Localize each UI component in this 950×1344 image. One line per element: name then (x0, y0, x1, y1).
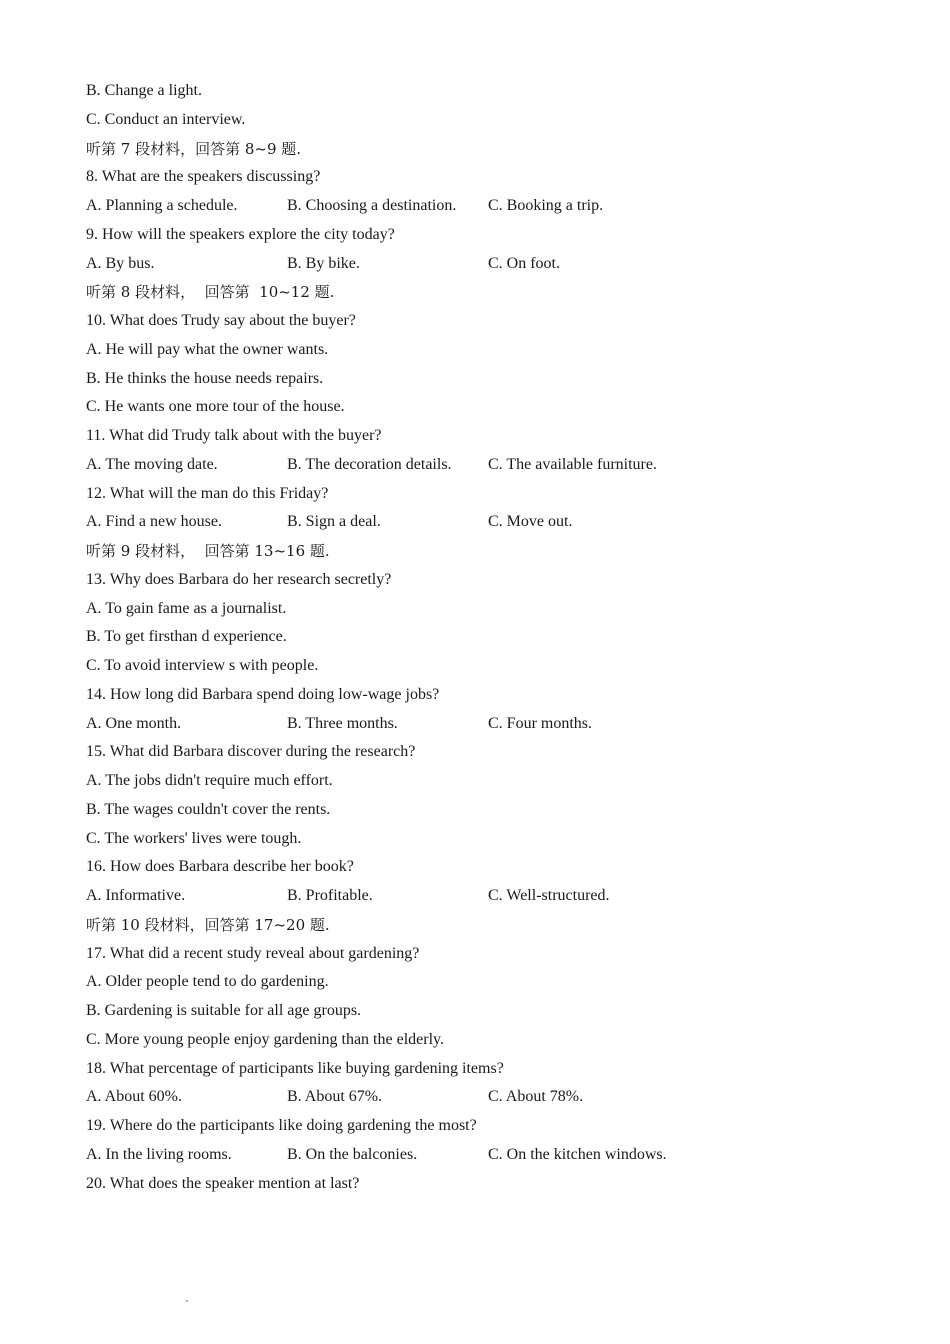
options-row-19 (86, 1141, 886, 1170)
option-text: B. Gardening is suitable for all age groups. (86, 1002, 362, 1019)
option-text: B. The wages couldn't cover the rents. (86, 800, 331, 818)
option-a: A. Informative. (86, 887, 186, 904)
question-20: 20. What does the speaker mention at last? (86, 1174, 360, 1192)
option-b: B. On the balconies. (287, 1145, 418, 1163)
question-8: 8. What are the speakers discussing? (86, 168, 321, 186)
section-heading: 听第 8 段材料， 回答第 10~12 题. (86, 283, 335, 302)
option-c: C. On foot. (488, 254, 560, 272)
option-text: A. The jobs didn't require much effort. (86, 772, 333, 789)
option-a: A. In the living rooms. (86, 1145, 232, 1163)
exam-page (86, 77, 886, 1198)
options-row-14 (86, 710, 886, 739)
option-b: B. The decoration details. (287, 455, 452, 473)
option-a: A. Planning a schedule. (86, 197, 238, 214)
option-a: A. About 60%. (86, 1088, 182, 1106)
section-heading: 听第 9 段材料， 回答第 13~16 题. (86, 542, 330, 560)
question-13: 13. Why does Barbara do her research secretly? (86, 570, 392, 588)
option-a: A. The moving date. (86, 455, 218, 473)
option-c: C. The available furniture. (488, 455, 657, 473)
question-18: 18. What percentage of participants like buying gardening items? (86, 1059, 504, 1077)
question-11: 11. What did Trudy talk about with the buyer? (86, 427, 382, 444)
options-row-8 (86, 192, 886, 221)
option-b: B. By bike. (287, 254, 360, 272)
option-text: A. To gain fame as a journalist. (86, 599, 287, 617)
question-9: 9. How will the speakers explore the city today? (86, 225, 395, 243)
options-row-11 (86, 451, 886, 480)
question-14: 14. How long did Barbara spend doing low-wage jobs? (86, 685, 440, 703)
option-text: A. Older people tend to do gardening. (86, 973, 329, 991)
option-b: B. Sign a deal. (287, 513, 381, 531)
option-text: B. Change a light. (86, 82, 202, 99)
option-c: C. About 78%. (488, 1088, 584, 1106)
option-text: C. Conduct an interview. (86, 110, 246, 128)
question-12: 12. What will the man do this Friday? (86, 484, 329, 502)
options-row-12 (86, 508, 886, 537)
option-text: A. He will pay what the owner wants. (86, 340, 329, 358)
question-16: 16. How does Barbara describe her book? (86, 858, 354, 876)
option-a: A. One month. (86, 714, 182, 732)
option-c: C. Move out. (488, 513, 573, 531)
options-row-9 (86, 250, 886, 279)
option-b: B. Profitable. (287, 887, 373, 904)
question-17: 17. What did a recent study reveal about gardening? (86, 944, 420, 962)
option-a: A. By bus. (86, 254, 155, 272)
option-b: B. Choosing a destination. (287, 197, 457, 214)
option-text: B. He thinks the house needs repairs. (86, 369, 324, 387)
option-b: B. About 67%. (287, 1088, 383, 1106)
option-text: C. To avoid interview s with people. (86, 657, 319, 674)
option-text: C. The workers' lives were tough. (86, 829, 302, 847)
page-mark (186, 1300, 188, 1302)
options-row-16 (86, 882, 886, 911)
option-c: C. Booking a trip. (488, 197, 604, 214)
question-19: 19. Where do the participants like doing gardening the most? (86, 1117, 477, 1134)
option-c: C. Four months. (488, 714, 593, 732)
question-15: 15. What did Barbara discover during the research? (86, 743, 416, 761)
option-b: B. Three months. (287, 714, 398, 732)
option-c: C. Well-structured. (488, 887, 610, 904)
section-heading: 听第 7 段材料，回答第 8~9 题. (86, 139, 302, 158)
option-c: C. On the kitchen windows. (488, 1145, 667, 1163)
section-heading: 听第 10 段材料，回答第 17~20 题. (86, 915, 330, 934)
option-text: C. He wants one more tour of the house. (86, 398, 345, 416)
option-a: A. Find a new house. (86, 513, 222, 531)
options-row-18 (86, 1083, 886, 1112)
question-10: 10. What does Trudy say about the buyer? (86, 312, 356, 329)
option-text: C. More young people enjoy gardening than the elderly. (86, 1030, 444, 1048)
option-text: B. To get firsthan d experience. (86, 628, 287, 646)
